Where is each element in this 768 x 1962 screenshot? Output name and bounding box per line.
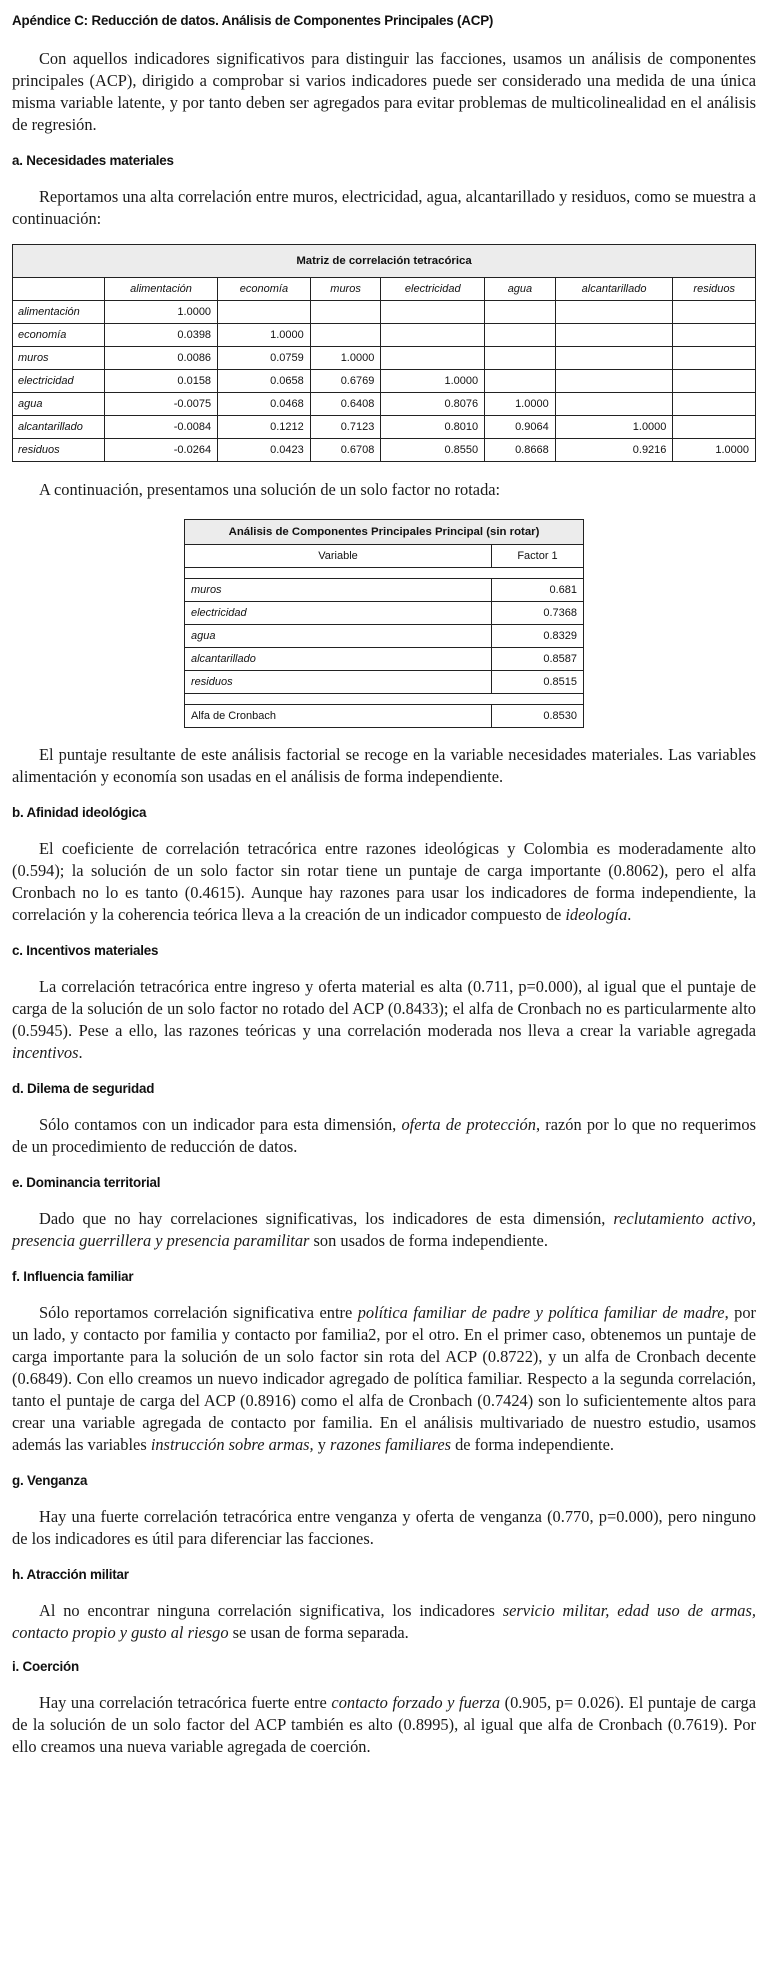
table-cell: 0.9216 bbox=[555, 439, 673, 462]
row-label: residuos bbox=[13, 439, 105, 462]
text-run: Hay una correlación tetracórica fuerte entre bbox=[39, 1693, 332, 1712]
row-label: electricidad bbox=[13, 370, 105, 393]
table-cell bbox=[555, 393, 673, 416]
table-cell: 0.0398 bbox=[105, 324, 218, 347]
table-cell bbox=[673, 370, 756, 393]
table-cell: -0.0264 bbox=[105, 439, 218, 462]
row-label: alimentación bbox=[13, 301, 105, 324]
column-header: electricidad bbox=[381, 278, 485, 301]
column-header: alcantarillado bbox=[555, 278, 673, 301]
cronbach-alpha-label: Alfa de Cronbach bbox=[185, 705, 492, 728]
table-cell bbox=[218, 301, 311, 324]
table-row bbox=[185, 602, 584, 625]
emphasis-text: servicio militar, edad uso de armas, contacto propio y gusto al riesgo bbox=[12, 1601, 756, 1642]
text-run: y bbox=[313, 1435, 331, 1454]
row-label: muros bbox=[13, 347, 105, 370]
section-f-heading: f. Influencia familiar bbox=[12, 1269, 134, 1284]
section-a-paragraph-2: A continuación, presentamos una solución de un solo factor no rotada: bbox=[39, 480, 501, 499]
table-row bbox=[185, 579, 584, 602]
row-label: residuos bbox=[185, 671, 492, 694]
table-cell: 0.0658 bbox=[218, 370, 311, 393]
table-cell: 1.0000 bbox=[555, 416, 673, 439]
text-run: Sólo reportamos correlación significativa entre bbox=[39, 1303, 358, 1322]
table-cell: 1.0000 bbox=[381, 370, 485, 393]
text-run: , razón por lo que no requerimos de un procedimiento de reducción de datos. bbox=[12, 1115, 756, 1156]
row-label: agua bbox=[13, 393, 105, 416]
row-label: alcantarillado bbox=[185, 648, 492, 671]
row-label: economía bbox=[13, 324, 105, 347]
table-cell: 0.8515 bbox=[492, 671, 584, 694]
emphasis-text: reclutamiento activo, presencia guerrillera y presencia paramilitar bbox=[12, 1209, 756, 1250]
table-cell bbox=[485, 370, 556, 393]
table-cell: 0.6769 bbox=[310, 370, 381, 393]
section-c-heading: c. Incentivos materiales bbox=[12, 943, 159, 958]
table-cell: 0.0158 bbox=[105, 370, 218, 393]
text-run: La correlación tetracórica entre ingreso y oferta material es alta (0.711, p=0.000), al igual que el puntaje de carga de la solución de un solo factor no rotado del ACP (0.8433); el alfa de Cronbach no es particularmente alto (0.5945). Pese a ello, las razones teóricas y una correlación moderada nos lleva a crear la variable agregada bbox=[12, 977, 756, 1040]
emphasis-text: incentivos bbox=[12, 1043, 79, 1062]
text-run: . bbox=[78, 1043, 83, 1062]
text-run: de forma independiente. bbox=[451, 1435, 614, 1454]
table-cell: 0.8550 bbox=[381, 439, 485, 462]
table-cell: 0.9064 bbox=[485, 416, 556, 439]
table-cell: 0.7368 bbox=[492, 602, 584, 625]
variable-column-header: Variable bbox=[185, 545, 492, 568]
table-cell bbox=[485, 301, 556, 324]
table-cell bbox=[555, 370, 673, 393]
table-row bbox=[13, 370, 756, 393]
text-run: Al no encontrar ninguna correlación significativa, los indicadores bbox=[39, 1601, 503, 1620]
row-label: electricidad bbox=[185, 602, 492, 625]
row-label: alcantarillado bbox=[13, 416, 105, 439]
section-i-heading: i. Coerción bbox=[12, 1659, 79, 1674]
pca-table bbox=[184, 519, 584, 728]
correlation-column-headers bbox=[13, 278, 756, 301]
row-label: muros bbox=[185, 579, 492, 602]
table-cell: 1.0000 bbox=[310, 347, 381, 370]
table-cell: 0.1212 bbox=[218, 416, 311, 439]
table-row bbox=[13, 416, 756, 439]
factor-column-header: Factor 1 bbox=[492, 545, 584, 568]
table-cell: 0.7123 bbox=[310, 416, 381, 439]
section-a-paragraph-3: El puntaje resultante de este análisis factorial se recoge en la variable necesidades materiales. Las variables alimentación y economía son usadas en el análisis de forma independiente. bbox=[12, 745, 756, 786]
document-page bbox=[12, 12, 756, 1758]
text-run: , por un lado, y contacto por familia y contacto por familia2, por el otro. En el primer caso, obtenemos un puntaje de carga importante para la solución de un solo factor sin rota del ACP (0.8722), y un alfa de Cronbach decente (0.6849). Con ello creamos un nuevo indicador agregado de política familiar. Respecto a la segunda correlación, tanto el puntaje de carga del ACP (0.8916) como el alfa de Cronbach (0.7424) son lo suficientemente altos para crear una variable agregada de contacto por familia. En el análisis multivariado de nuestro estudio, usamos además las variables bbox=[12, 1303, 756, 1454]
table-row bbox=[13, 393, 756, 416]
table-cell bbox=[310, 301, 381, 324]
emphasis-text: política familiar de padre y política familiar de madre bbox=[357, 1303, 725, 1322]
section-e-heading: e. Dominancia territorial bbox=[12, 1175, 161, 1190]
column-header: alimentación bbox=[105, 278, 218, 301]
text-run: . bbox=[627, 905, 632, 924]
table-cell: 0.8010 bbox=[381, 416, 485, 439]
table-cell bbox=[381, 347, 485, 370]
table-cell: 0.8329 bbox=[492, 625, 584, 648]
section-i-paragraph bbox=[12, 1692, 756, 1758]
table-cell: 0.6708 bbox=[310, 439, 381, 462]
text-run: El coeficiente de correlación tetracórica entre razones ideológicas y Colombia es moderadamente alto (0.594); la solución de un solo factor sin rotar tiene un puntaje de carga importante (0.8062), pero el alfa Cronbach no lo es tanto (0.4615). Aunque hay razones para usar los indicadores de forma independiente, la correlación y la coherencia teórica lleva a la creación de un indicador compuesto de bbox=[12, 839, 756, 924]
table-cell bbox=[673, 301, 756, 324]
pca-header-row bbox=[185, 545, 584, 568]
table-cell: 0.0086 bbox=[105, 347, 218, 370]
table-cell: -0.0084 bbox=[105, 416, 218, 439]
corner-cell bbox=[13, 278, 105, 301]
section-h-heading: h. Atracción militar bbox=[12, 1567, 129, 1582]
table-cell: 0.8587 bbox=[492, 648, 584, 671]
table-cell bbox=[381, 324, 485, 347]
table-cell bbox=[673, 324, 756, 347]
text-run: se usan de forma separada. bbox=[228, 1623, 409, 1642]
table-cell bbox=[555, 324, 673, 347]
section-g-paragraph: Hay una fuerte correlación tetracórica entre venganza y oferta de venganza (0.770, p=0.000), pero ninguno de los indicadores es útil para diferenciar las facciones. bbox=[12, 1507, 756, 1548]
section-f-paragraph bbox=[12, 1302, 756, 1456]
text-run: son usados de forma independiente. bbox=[309, 1231, 548, 1250]
emphasis-text: oferta de protección bbox=[401, 1115, 536, 1134]
table-cell bbox=[555, 301, 673, 324]
table-row bbox=[13, 347, 756, 370]
table-cell: 0.681 bbox=[492, 579, 584, 602]
table-cell bbox=[485, 324, 556, 347]
section-b-paragraph bbox=[12, 838, 756, 926]
appendix-title: Apéndice C: Reducción de datos. Análisis de Componentes Principales (ACP) bbox=[12, 13, 494, 28]
column-header: economía bbox=[218, 278, 311, 301]
table-cell: 1.0000 bbox=[485, 393, 556, 416]
table-cell bbox=[673, 393, 756, 416]
cronbach-alpha-row bbox=[185, 705, 584, 728]
spacer-row bbox=[185, 568, 584, 579]
column-header: residuos bbox=[673, 278, 756, 301]
spacer-cell bbox=[185, 568, 584, 579]
table-row bbox=[13, 439, 756, 462]
table-cell bbox=[673, 416, 756, 439]
column-header: agua bbox=[485, 278, 556, 301]
table-row bbox=[13, 301, 756, 324]
emphasis-text: contacto forzado y fuerza bbox=[331, 1693, 501, 1712]
table-cell bbox=[555, 347, 673, 370]
section-d-paragraph bbox=[12, 1114, 756, 1158]
column-header: muros bbox=[310, 278, 381, 301]
correlation-matrix-title: Matriz de correlación tetracórica bbox=[13, 245, 756, 278]
pca-table-title: Análisis de Componentes Principales Principal (sin rotar) bbox=[185, 520, 584, 545]
table-cell bbox=[673, 347, 756, 370]
section-b-heading: b. Afinidad ideológica bbox=[12, 805, 147, 820]
spacer-row bbox=[185, 694, 584, 705]
cronbach-alpha-value: 0.8530 bbox=[492, 705, 584, 728]
spacer-cell bbox=[185, 694, 584, 705]
table-row bbox=[185, 625, 584, 648]
section-g-heading: g. Venganza bbox=[12, 1473, 88, 1488]
section-c-paragraph bbox=[12, 976, 756, 1064]
correlation-matrix-table bbox=[12, 244, 756, 462]
text-run: Sólo contamos con un indicador para esta dimensión, bbox=[39, 1115, 402, 1134]
section-h-paragraph bbox=[12, 1600, 756, 1644]
text-run: Dado que no hay correlaciones significativas, los indicadores de esta dimensión, bbox=[39, 1209, 614, 1228]
section-d-heading: d. Dilema de seguridad bbox=[12, 1081, 155, 1096]
table-cell: 0.6408 bbox=[310, 393, 381, 416]
table-cell: 0.0423 bbox=[218, 439, 311, 462]
table-cell: 1.0000 bbox=[105, 301, 218, 324]
section-e-paragraph bbox=[12, 1208, 756, 1252]
table-cell: 1.0000 bbox=[673, 439, 756, 462]
emphasis-text: instrucción sobre armas, bbox=[150, 1435, 314, 1454]
table-cell bbox=[485, 347, 556, 370]
table-cell: 1.0000 bbox=[218, 324, 311, 347]
table-cell bbox=[310, 324, 381, 347]
emphasis-text: razones familiares bbox=[330, 1435, 452, 1454]
table-cell: 0.0759 bbox=[218, 347, 311, 370]
table-row bbox=[185, 648, 584, 671]
row-label: agua bbox=[185, 625, 492, 648]
table-row bbox=[13, 324, 756, 347]
table-cell: -0.0075 bbox=[105, 393, 218, 416]
table-cell bbox=[381, 301, 485, 324]
table-cell: 0.0468 bbox=[218, 393, 311, 416]
table-cell: 0.8668 bbox=[485, 439, 556, 462]
intro-paragraph: Con aquellos indicadores significativos para distinguir las facciones, usamos un análisis de componentes principales (ACP), dirigido a comprobar si varios indicadores puede ser considerado una medida de una única misma variable latente, y por tanto deben ser agregados para evitar problemas de multicolinealidad en el análisis de regresión. bbox=[12, 49, 756, 134]
section-a-heading: a. Necesidades materiales bbox=[12, 153, 174, 168]
table-row bbox=[185, 671, 584, 694]
text-run: (0.905, p= 0.026). El puntaje de carga de la solución de un solo factor del ACP también es alto (0.8995), al igual que alfa de Cronbach (0.7619). Por ello creamos una nueva variable agregada de coerción. bbox=[12, 1693, 756, 1756]
table-cell: 0.8076 bbox=[381, 393, 485, 416]
emphasis-text: ideología bbox=[565, 905, 628, 924]
section-a-paragraph-1: Reportamos una alta correlación entre muros, electricidad, agua, alcantarillado y residuos, como se muestra a continuación: bbox=[12, 187, 756, 228]
